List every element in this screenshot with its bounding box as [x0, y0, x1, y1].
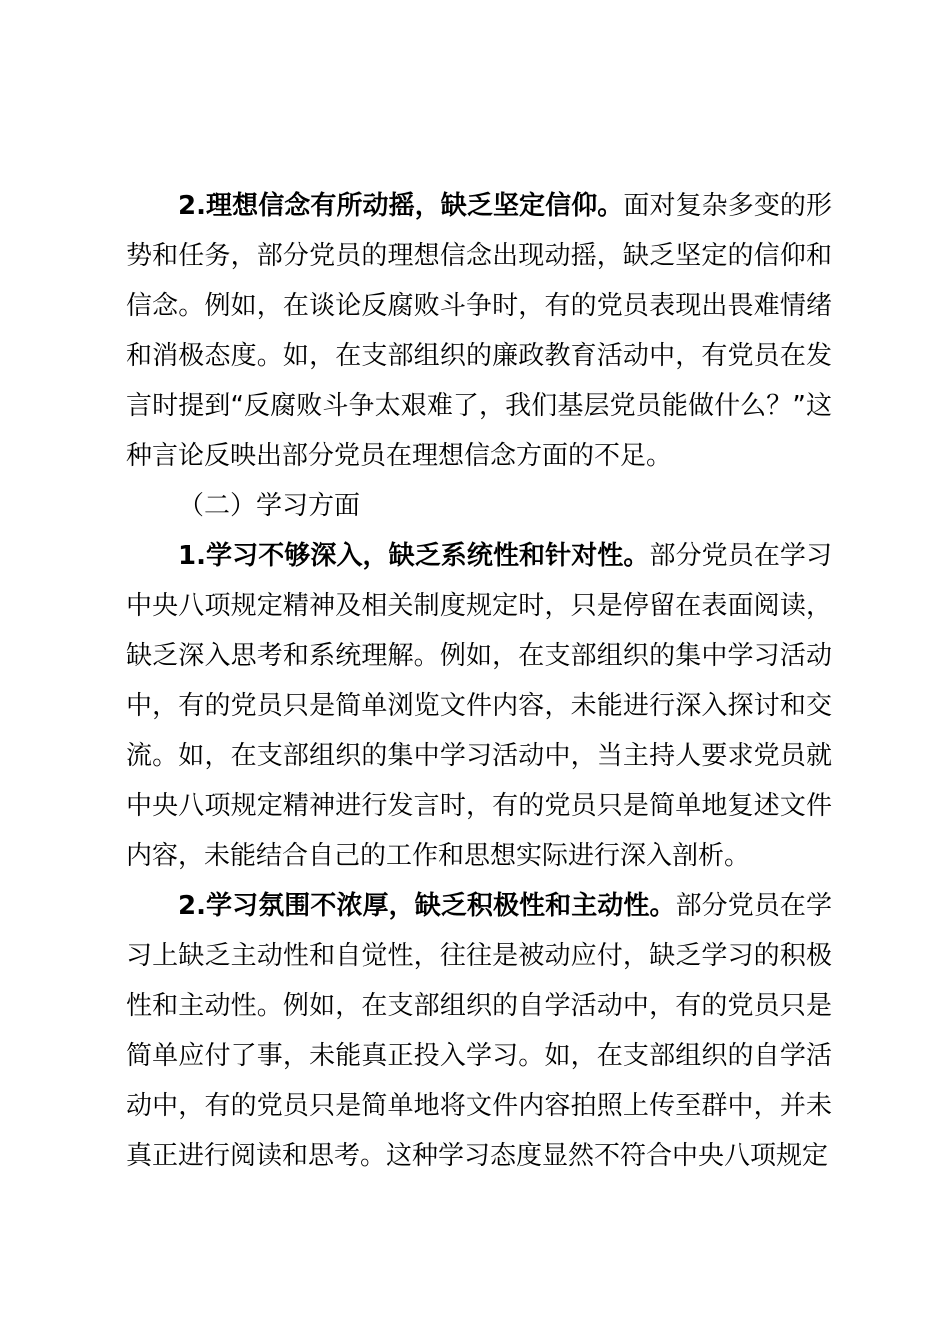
paragraph-lead: 2.学习氛围不浓厚，缺乏积极性和主动性。	[178, 891, 676, 921]
paragraph-lead: 1.学习不够深入，缺乏系统性和针对性。	[178, 541, 650, 571]
paragraph-study-atmosphere	[126, 881, 832, 1181]
paragraph-study-depth	[126, 531, 832, 881]
paragraph-body: 部分党员在学习中央八项规定精神及相关制度规定时，只是停留在表面阅读，缺乏深入思考和系统理解。例如，在支部组织的集中学习活动中，有的党员只是简单浏览文件内容，未能进行深入探讨和交流。如，在支部组织的集中学习活动中，当主持人要求党员就中央八项规定精神进行发言时，有的党员只是简单地复述文件内容，未能结合自己的工作和思想实际进行深入剖析。	[126, 541, 832, 871]
paragraph-ideals	[126, 181, 832, 481]
paragraph-body: 面对复杂多变的形势和任务，部分党员的理想信念出现动摇，缺乏坚定的信仰和信念。例如，在谈论反腐败斗争时，有的党员表现出畏难情绪和消极态度。如，在支部组织的廉政教育活动中，有党员在发言时提到“反腐败斗争太艰难了，我们基层党员能做什么？”这种言论反映出部分党员在理想信念方面的不足。	[126, 191, 832, 471]
paragraph-lead: 2.理想信念有所动摇，缺乏坚定信仰。	[178, 191, 624, 221]
paragraph-body: 部分党员在学习上缺乏主动性和自觉性，往往是被动应付，缺乏学习的积极性和主动性。例如，在支部组织的自学活动中，有的党员只是简单应付了事，未能真正投入学习。如，在支部组织的自学活动中，有的党员只是简单地将文件内容拍照上传至群中，并未真正进行阅读和思考。这种学习态度显然不符合中央八项规定	[126, 891, 832, 1171]
section-heading: （二）学习方面	[178, 491, 361, 521]
document-page	[126, 181, 832, 1181]
